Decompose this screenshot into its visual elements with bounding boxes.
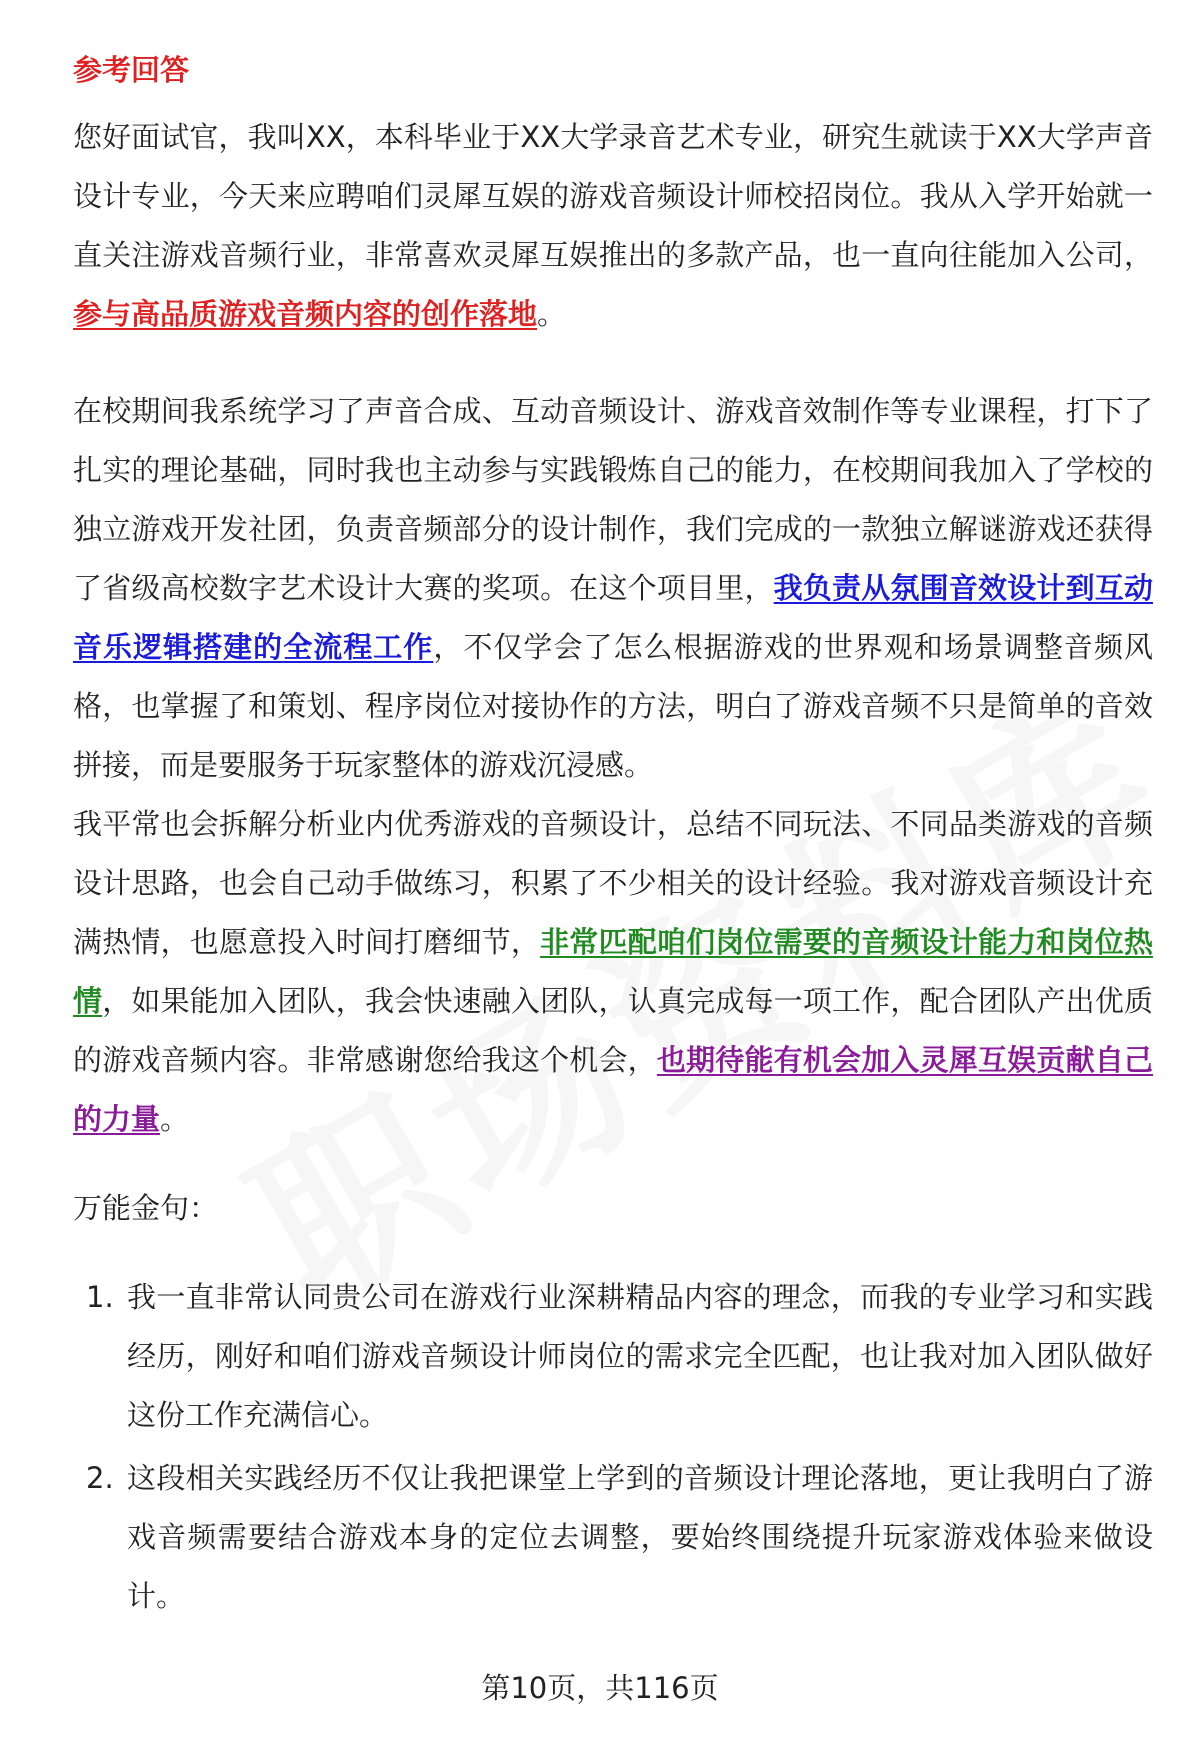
section-heading: 参考回答 (73, 53, 190, 87)
intro-text: 您好面试官，我叫XX，本科毕业于XX大学录音艺术专业，研究生就读于XX大学声音设计专业，今天来应聘咱们灵犀互娱的游戏音频设计师校招岗位。我从入学开始就一直关注游戏音频行业，非常喜欢灵犀互娱推出的多款产品，也一直向往能加入公司， (73, 120, 1153, 272)
list-number: 2. (86, 1461, 114, 1495)
experience-text: 在校期间我系统学习了声音合成、互动音频设计、游戏音效制作等专业课程，打下了扎实的理论基础，同时我也主动参与实践锻炼自己的能力，在校期间我加入了学校的独立游戏开发社团，负责音频部分的设计制作，我们完成的一款独立解谜游戏还获得了省级高校数字艺术设计大赛的奖项。在这个项目里， (73, 394, 1153, 605)
closing-paragraph (73, 795, 1153, 1149)
highlight-red: 参与高品质游戏音频内容的创作落地 (73, 297, 538, 331)
intro-end: 。 (537, 297, 567, 331)
intro-paragraph (73, 108, 1153, 344)
golden-title: 万能金句： (73, 1191, 219, 1225)
experience-paragraph (73, 382, 1153, 795)
closing-end: 。 (160, 1102, 190, 1136)
highlight-purple: 也期待能有机会加入灵犀互娱贡献自己的力量 (73, 1043, 1153, 1136)
golden-list (73, 1268, 1153, 1626)
list-number: 1. (86, 1280, 114, 1314)
highlight-green: 非常匹配咱们岗位需要的音频设计能力和岗位热情 (73, 925, 1153, 1018)
closing-text: 我平常也会拆解分析业内优秀游戏的音频设计，总结不同玩法、不同品类游戏的音频设计思路，也会自己动手做练习，积累了不少相关的设计经验。我对游戏音频设计充满热情，也愿意投入时间打磨细节， (73, 807, 1153, 959)
list-text: 我一直非常认同贵公司在游戏行业深耕精品内容的理念，而我的专业学习和实践经历，刚好和咱们游戏音频设计师岗位的需求完全匹配，也让我对加入团队做好这份工作充满信心。 (127, 1280, 1153, 1432)
document-page (73, 50, 1153, 1630)
page-number: 第10页，共116页 (481, 1671, 719, 1705)
experience-text-end: ，不仅学会了怎么根据游戏的世界观和场景调整音频风格，也掌握了和策划、程序岗位对接协作的方法，明白了游戏音频不只是简单的音效拼接，而是要服务于玩家整体的游戏沉浸感。 (73, 630, 1153, 782)
closing-text-mid: ，如果能加入团队，我会快速融入团队，认真完成每一项工作，配合团队产出优质的游戏音频内容。非常感谢您给我这个机会， (73, 984, 1153, 1077)
list-item (73, 1268, 1153, 1445)
highlight-blue: 我负责从氛围音效设计到互动音乐逻辑搭建的全流程工作 (73, 571, 1153, 664)
list-item (73, 1449, 1153, 1626)
list-text: 这段相关实践经历不仅让我把课堂上学到的音频设计理论落地，更让我明白了游戏音频需要结合游戏本身的定位去调整，要始终围绕提升玩家游戏体验来做设计。 (127, 1461, 1153, 1613)
